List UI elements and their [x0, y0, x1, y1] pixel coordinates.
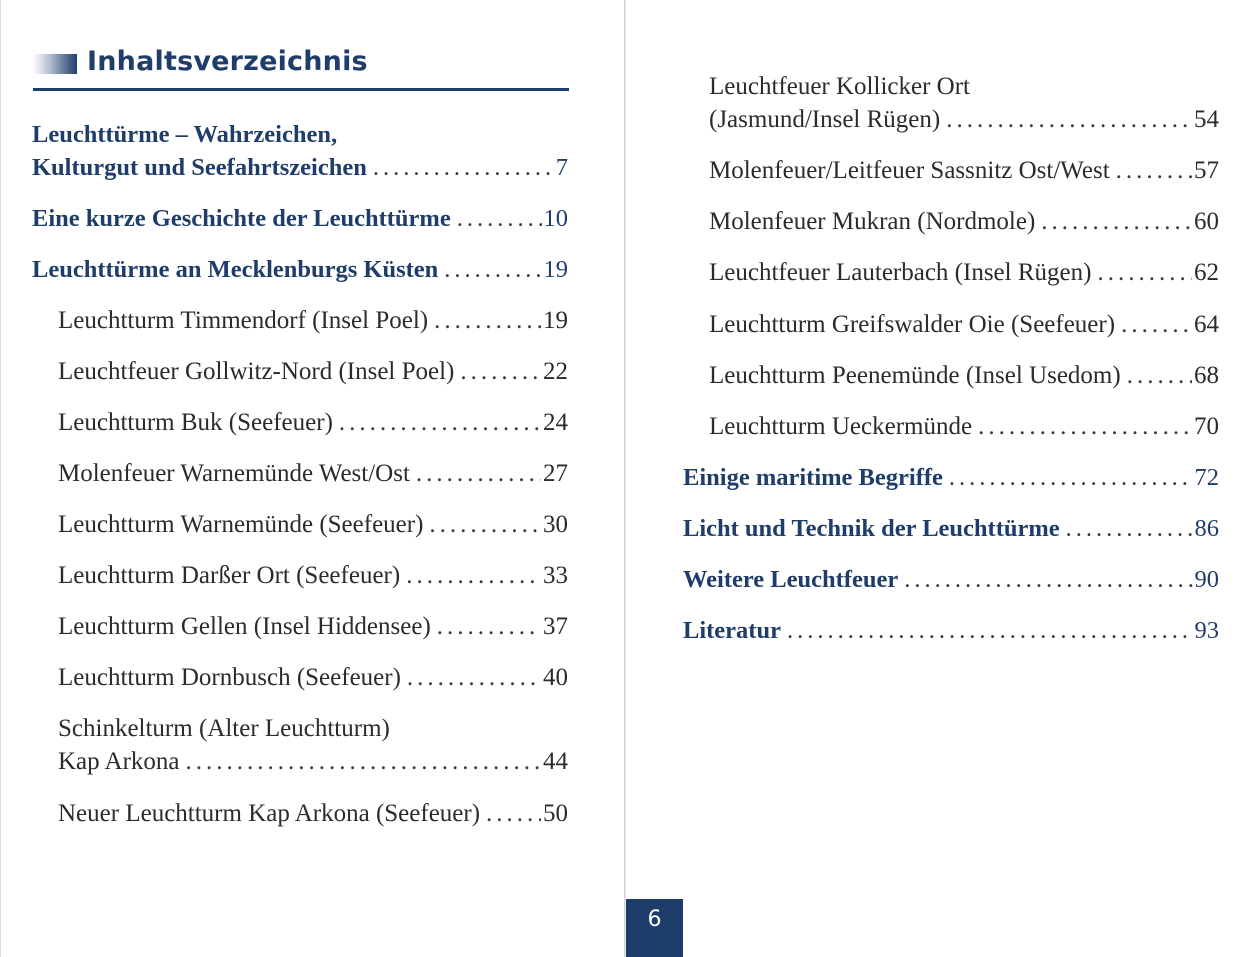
toc-page-number: 22 — [543, 358, 568, 385]
dot-leader — [486, 797, 541, 831]
toc-page-number: 27 — [543, 460, 568, 487]
toc-page-number: 19 — [543, 256, 568, 283]
dot-leader — [787, 614, 1193, 648]
toc-entry-title: Leuchtturm Darßer Ort (Seefeuer) — [58, 562, 401, 589]
toc-entry-row — [58, 797, 568, 831]
dot-leader — [978, 410, 1192, 444]
toc-entry-row — [32, 202, 568, 236]
dot-leader — [373, 151, 554, 185]
dot-leader — [460, 355, 541, 389]
toc-entry-row — [58, 355, 568, 389]
toc-page-number: 86 — [1194, 515, 1219, 542]
toc-entry-title: Kap Arkona — [58, 748, 180, 775]
toc-entry[interactable] — [683, 359, 1219, 393]
dot-leader — [949, 461, 1193, 495]
dot-leader — [1127, 359, 1192, 393]
toc-entry[interactable] — [32, 202, 568, 236]
dot-leader — [186, 745, 542, 779]
toc-entry-title: Leuchtturm Dornbusch (Seefeuer) — [58, 664, 401, 691]
toc-page-number: 33 — [543, 562, 568, 589]
toc-entry[interactable] — [683, 563, 1219, 597]
toc-entry[interactable] — [683, 70, 1219, 137]
toc-entry-row — [58, 661, 568, 695]
toc-entry-title: Leuchtfeuer Gollwitz-Nord (Insel Poel) — [58, 358, 455, 385]
toc-entry-row — [709, 410, 1219, 444]
toc-entry-row — [683, 614, 1219, 648]
toc-entry[interactable] — [32, 457, 568, 491]
toc-entry[interactable] — [32, 610, 568, 644]
dot-leader — [407, 661, 541, 695]
dot-leader — [1097, 256, 1192, 290]
toc-page-number: 60 — [1194, 208, 1219, 235]
toc-entry[interactable] — [32, 304, 568, 338]
toc-entry-row — [58, 745, 568, 779]
toc-page-number: 40 — [543, 664, 568, 691]
toc-entry-row — [683, 563, 1219, 597]
toc-page-number: 7 — [555, 154, 568, 181]
toc-page-number: 72 — [1194, 464, 1219, 491]
toc-entry-title-line: Schinkelturm (Alter Leuchtturm) — [58, 715, 390, 742]
toc-page-number: 10 — [543, 205, 568, 232]
toc-page-number: 70 — [1194, 413, 1219, 440]
toc-entry-title: Leuchtturm Buk (Seefeuer) — [58, 409, 333, 436]
toc-entry-title: Licht und Technik der Leuchttürme — [683, 515, 1060, 542]
toc-entry[interactable] — [683, 410, 1219, 444]
toc-entry[interactable] — [32, 712, 568, 779]
dot-leader — [429, 508, 541, 542]
toc-page-number: 68 — [1194, 362, 1219, 389]
toc-entry-row — [709, 359, 1219, 393]
toc-entry-title: Molenfeuer Mukran (Nordmole) — [709, 208, 1036, 235]
heading-accent-bar — [33, 54, 77, 74]
toc-entry-row — [683, 512, 1219, 546]
toc-entry-title: Leuchtturm Timmendorf (Insel Poel) — [58, 307, 429, 334]
toc-entry-title: Eine kurze Geschichte der Leuchttürme — [32, 205, 451, 232]
toc-entry[interactable] — [32, 118, 568, 185]
dot-leader — [434, 304, 541, 338]
toc-page-number: 93 — [1194, 617, 1219, 644]
dot-leader — [1116, 154, 1192, 188]
toc-page-number: 64 — [1194, 311, 1219, 338]
toc-entry[interactable] — [32, 253, 568, 287]
toc-entry-title-line: Leuchttürme – Wahrzeichen, — [32, 121, 338, 148]
toc-entry[interactable] — [32, 797, 568, 831]
toc-entry[interactable] — [683, 461, 1219, 495]
toc-entry[interactable] — [683, 512, 1219, 546]
toc-entry-title-line: Leuchtfeuer Kollicker Ort — [709, 73, 970, 100]
toc-entry-title: Molenfeuer/Leitfeuer Sassnitz Ost/West — [709, 157, 1110, 184]
toc-right-column — [683, 70, 1219, 648]
dot-leader — [437, 610, 541, 644]
toc-entry[interactable] — [683, 308, 1219, 342]
toc-page-number: 19 — [543, 307, 568, 334]
toc-entry-row — [32, 151, 568, 185]
toc-entry-row — [709, 154, 1219, 188]
toc-entry-row — [709, 103, 1219, 137]
toc-heading — [33, 44, 569, 91]
toc-entry-title: Leuchtturm Gellen (Insel Hiddensee) — [58, 613, 431, 640]
toc-page-number: 54 — [1194, 106, 1219, 133]
toc-entry[interactable] — [32, 406, 568, 440]
toc-entry-title: Kulturgut und Seefahrtszeichen — [32, 154, 367, 181]
toc-page-number: 44 — [543, 748, 568, 775]
toc-entry-title: Leuchttürme an Mecklenburgs Küsten — [32, 256, 439, 283]
toc-page-number: 30 — [543, 511, 568, 538]
toc-entry-row — [709, 256, 1219, 290]
toc-entry-row — [32, 253, 568, 287]
toc-entry-title: Molenfeuer Warnemünde West/Ost — [58, 460, 410, 487]
dot-leader — [444, 253, 541, 287]
toc-entry[interactable] — [32, 508, 568, 542]
toc-page-number: 50 — [543, 800, 568, 827]
toc-entry-row — [709, 308, 1219, 342]
toc-entry-title: Leuchtturm Warnemünde (Seefeuer) — [58, 511, 424, 538]
dot-leader — [1066, 512, 1193, 546]
toc-entry[interactable] — [683, 614, 1219, 648]
toc-entry-row — [58, 610, 568, 644]
toc-page-number: 57 — [1194, 157, 1219, 184]
page-title: Inhaltsverzeichnis — [87, 46, 368, 77]
toc-entry-title: (Jasmund/Insel Rügen) — [709, 106, 941, 133]
toc-left-column — [32, 118, 568, 831]
toc-entry-row — [683, 461, 1219, 495]
toc-entry-title: Leuchtturm Greifswalder Oie (Seefeuer) — [709, 311, 1116, 338]
toc-entry-row — [709, 205, 1219, 239]
toc-entry[interactable] — [683, 256, 1219, 290]
toc-entry[interactable] — [683, 154, 1219, 188]
toc-entry-title: Literatur — [683, 617, 781, 644]
dot-leader — [1121, 308, 1192, 342]
toc-entry-row — [58, 457, 568, 491]
toc-entry-title: Leuchtturm Ueckermünde — [709, 413, 973, 440]
dot-leader — [406, 559, 541, 593]
dot-leader — [457, 202, 542, 236]
toc-entry-title: Weitere Leuchtfeuer — [683, 566, 899, 593]
dot-leader — [339, 406, 541, 440]
toc-entry[interactable] — [32, 355, 568, 389]
toc-page-number: 24 — [543, 409, 568, 436]
dot-leader — [946, 103, 1192, 137]
dot-leader — [416, 457, 541, 491]
toc-entry-title: Leuchtturm Peenemünde (Insel Usedom) — [709, 362, 1121, 389]
toc-page-number: 90 — [1194, 566, 1219, 593]
toc-entry-title: Einige maritime Begriffe — [683, 464, 943, 491]
dot-leader — [1041, 205, 1192, 239]
toc-entry-row — [58, 304, 568, 338]
toc-entry[interactable] — [32, 559, 568, 593]
page-number-badge: 6 — [626, 899, 683, 957]
toc-page-number: 37 — [543, 613, 568, 640]
toc-entry-row — [58, 508, 568, 542]
toc-entry-title: Neuer Leuchtturm Kap Arkona (Seefeuer) — [58, 800, 481, 827]
toc-entry[interactable] — [32, 661, 568, 695]
toc-page-number: 62 — [1194, 259, 1219, 286]
toc-entry-row — [58, 406, 568, 440]
toc-entry[interactable] — [683, 205, 1219, 239]
toc-entry-row — [58, 559, 568, 593]
dot-leader — [904, 563, 1192, 597]
toc-entry-title: Leuchtfeuer Lauterbach (Insel Rügen) — [709, 259, 1092, 286]
